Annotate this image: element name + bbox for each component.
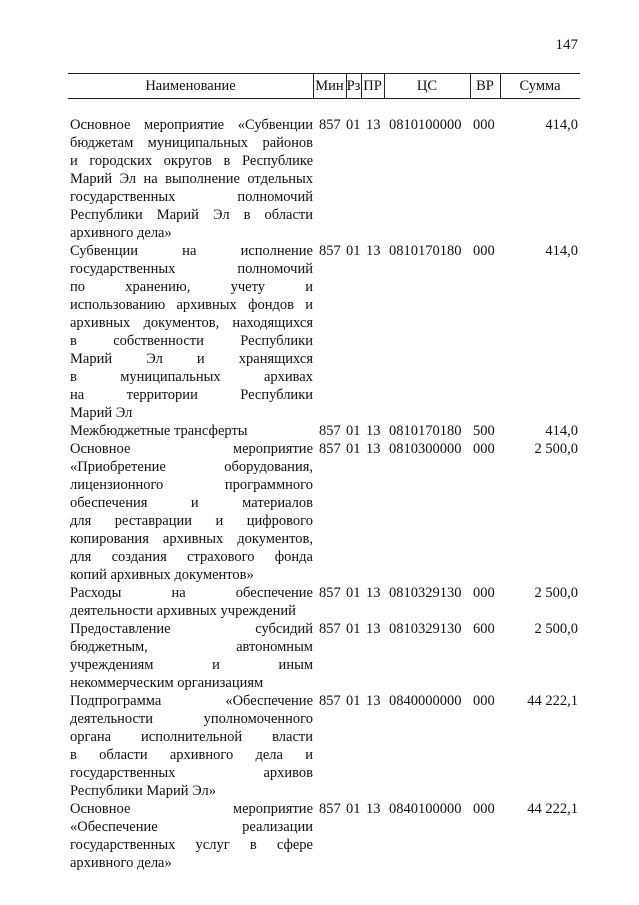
row-name-line: деятельности архивных учреждений bbox=[70, 603, 296, 619]
row-vr: 000 bbox=[473, 585, 495, 601]
row-name-line: «Обеспечение реализации bbox=[70, 819, 313, 835]
row-name-line: бюджетным, автономным bbox=[70, 639, 313, 655]
row-name bbox=[70, 116, 313, 242]
header-divider bbox=[384, 74, 385, 98]
row-name-line: копирования архивных документов, bbox=[70, 531, 313, 547]
row-min: 857 bbox=[319, 243, 341, 259]
row-name bbox=[70, 440, 313, 584]
row-min: 857 bbox=[319, 423, 341, 439]
row-name-line: Предоставление субсидий bbox=[70, 621, 313, 637]
row-name-line: учреждениям и иным bbox=[70, 657, 313, 673]
row-name-line: в области архивного дела и bbox=[70, 747, 313, 763]
row-rz: 01 bbox=[346, 801, 361, 817]
row-sum: 2 500,0 bbox=[534, 621, 578, 637]
row-name-line: на территории Республики bbox=[70, 387, 313, 403]
row-sum: 44 222,1 bbox=[527, 801, 578, 817]
row-cs: 0810329130 bbox=[389, 621, 462, 637]
row-rz: 01 bbox=[346, 243, 361, 259]
row-name-line: Субвенции на исполнение bbox=[70, 243, 313, 259]
row-name-line: по хранению, учету и bbox=[70, 279, 313, 295]
table-row bbox=[68, 584, 580, 620]
row-min: 857 bbox=[319, 693, 341, 709]
header-divider bbox=[361, 74, 362, 98]
row-min: 857 bbox=[319, 441, 341, 457]
row-name-line: Межбюджетные трансферты bbox=[70, 423, 248, 439]
row-min: 857 bbox=[319, 585, 341, 601]
table-row bbox=[68, 422, 580, 440]
row-name-line: обеспечения и материалов bbox=[70, 495, 313, 511]
row-name-line: Основное мероприятие «Субвенции bbox=[70, 117, 313, 133]
row-name-line: бюджетам муниципальных районов bbox=[70, 135, 313, 151]
row-name bbox=[70, 242, 313, 422]
header-pr: ПР bbox=[363, 78, 382, 94]
row-pr: 13 bbox=[366, 693, 381, 709]
row-rz: 01 bbox=[346, 423, 361, 439]
row-name-line: в муниципальных архивах bbox=[70, 369, 313, 385]
row-min: 857 bbox=[319, 801, 341, 817]
row-name-line: и городских округов в Республике bbox=[70, 153, 313, 169]
row-rz: 01 bbox=[346, 621, 361, 637]
header-divider bbox=[500, 74, 501, 98]
row-name-line: некоммерческим организациям bbox=[70, 675, 264, 691]
row-pr: 13 bbox=[366, 621, 381, 637]
header-sum: Сумма bbox=[519, 78, 561, 94]
row-name-line: государственных архивов bbox=[70, 765, 313, 781]
header-divider bbox=[346, 74, 347, 98]
row-vr: 000 bbox=[473, 243, 495, 259]
row-pr: 13 bbox=[366, 801, 381, 817]
row-name-line: Основное мероприятие bbox=[70, 441, 313, 457]
header-name: Наименование bbox=[145, 78, 236, 94]
row-name-line: архивного дела» bbox=[70, 225, 172, 241]
row-name bbox=[70, 692, 313, 800]
row-pr: 13 bbox=[366, 423, 381, 439]
row-vr: 600 bbox=[473, 621, 495, 637]
table-header bbox=[68, 76, 580, 97]
row-cs: 0840100000 bbox=[389, 801, 462, 817]
row-name-line: Марий Эл и хранящихся bbox=[70, 351, 313, 367]
row-name-line: для создания страхового фонда bbox=[70, 549, 313, 565]
row-vr: 000 bbox=[473, 441, 495, 457]
row-name bbox=[70, 422, 313, 440]
row-name-line: Марий Эл на выполнение отдельных bbox=[70, 171, 313, 187]
row-sum: 414,0 bbox=[545, 117, 578, 133]
row-pr: 13 bbox=[366, 243, 381, 259]
row-vr: 000 bbox=[473, 117, 495, 133]
row-sum: 2 500,0 bbox=[534, 585, 578, 601]
row-min: 857 bbox=[319, 621, 341, 637]
row-name-line: архивных документов, находящихся bbox=[70, 315, 313, 331]
row-name-line: Расходы на обеспечение bbox=[70, 585, 313, 601]
row-name-line: Республики Марий Эл в области bbox=[70, 207, 313, 223]
table-row bbox=[68, 242, 580, 422]
row-name-line: деятельности уполномоченного bbox=[70, 711, 313, 727]
table-header-rule bbox=[68, 98, 580, 99]
row-pr: 13 bbox=[366, 585, 381, 601]
row-name bbox=[70, 620, 313, 692]
row-pr: 13 bbox=[366, 117, 381, 133]
row-rz: 01 bbox=[346, 585, 361, 601]
row-name-line: государственных услуг в сфере bbox=[70, 837, 313, 853]
row-cs: 0810170180 bbox=[389, 423, 462, 439]
row-pr: 13 bbox=[366, 441, 381, 457]
row-name-line: органа исполнительной власти bbox=[70, 729, 313, 745]
table-top-rule bbox=[68, 73, 580, 74]
header-divider bbox=[313, 74, 314, 98]
row-cs: 0840000000 bbox=[389, 693, 462, 709]
row-name-line: государственных полномочий bbox=[70, 261, 313, 277]
row-name-line: Подпрограмма «Обеспечение bbox=[70, 693, 313, 709]
row-name-line: использованию архивных фондов и bbox=[70, 297, 313, 313]
row-name-line: Республики Марий Эл» bbox=[70, 783, 216, 799]
row-sum: 2 500,0 bbox=[534, 441, 578, 457]
row-name-line: Основное мероприятие bbox=[70, 801, 313, 817]
row-rz: 01 bbox=[346, 441, 361, 457]
header-cs: ЦС bbox=[416, 78, 438, 94]
row-cs: 0810100000 bbox=[389, 117, 462, 133]
row-vr: 500 bbox=[473, 423, 495, 439]
row-rz: 01 bbox=[346, 117, 361, 133]
header-divider bbox=[470, 74, 471, 98]
row-sum: 414,0 bbox=[545, 243, 578, 259]
header-rz: Рз bbox=[346, 78, 361, 94]
table-row bbox=[68, 692, 580, 800]
row-cs: 0810329130 bbox=[389, 585, 462, 601]
row-sum: 414,0 bbox=[545, 423, 578, 439]
row-rz: 01 bbox=[346, 693, 361, 709]
row-name-line: для реставрации и цифрового bbox=[70, 513, 313, 529]
row-min: 857 bbox=[319, 117, 341, 133]
row-vr: 000 bbox=[473, 693, 495, 709]
row-cs: 0810170180 bbox=[389, 243, 462, 259]
table-row bbox=[68, 800, 580, 872]
header-vr: ВР bbox=[476, 78, 494, 94]
table-row bbox=[68, 116, 580, 242]
row-name-line: «Приобретение оборудования, bbox=[70, 459, 313, 475]
row-name bbox=[70, 800, 313, 872]
row-name-line: Марий Эл bbox=[70, 405, 133, 421]
row-name-line: государственных полномочий bbox=[70, 189, 313, 205]
row-sum: 44 222,1 bbox=[527, 693, 578, 709]
table-row bbox=[68, 620, 580, 692]
row-name bbox=[70, 584, 313, 620]
header-min: Мин bbox=[315, 78, 344, 94]
row-cs: 0810300000 bbox=[389, 441, 462, 457]
row-name-line: копий архивных документов» bbox=[70, 567, 254, 583]
page-number: 147 bbox=[555, 37, 578, 53]
row-name-line: лицензионного программного bbox=[70, 477, 313, 493]
row-name-line: в собственности Республики bbox=[70, 333, 313, 349]
table-row bbox=[68, 440, 580, 584]
row-vr: 000 bbox=[473, 801, 495, 817]
row-name-line: архивного дела» bbox=[70, 855, 172, 871]
